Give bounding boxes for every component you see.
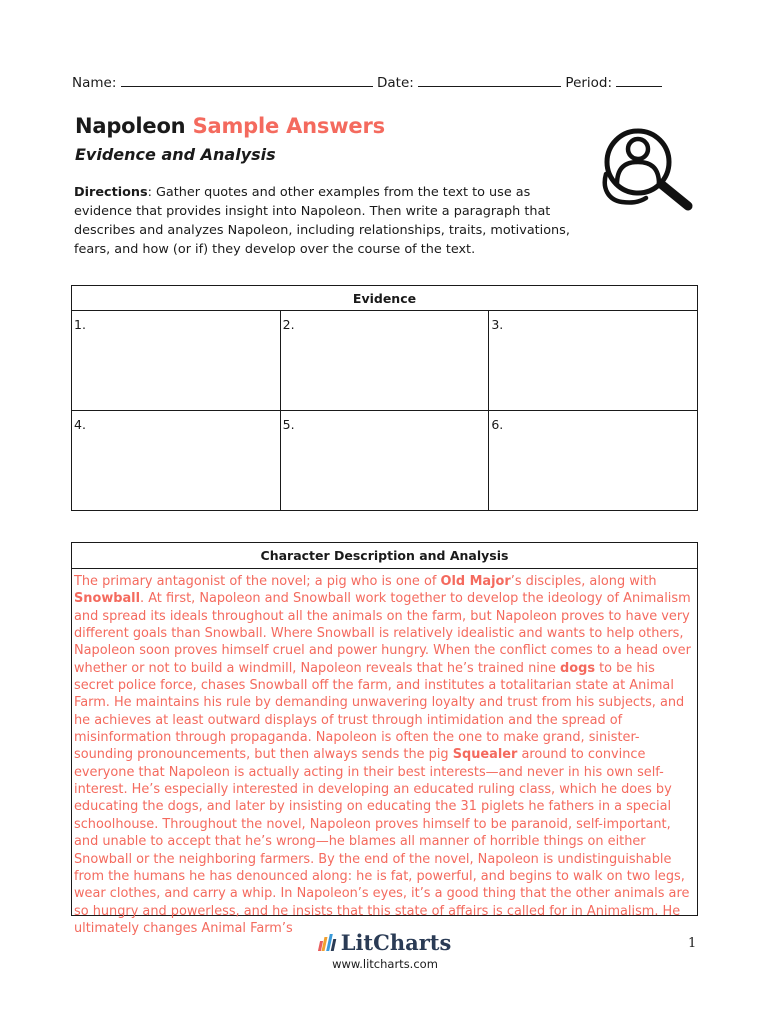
evidence-heading: Evidence — [72, 286, 698, 311]
litcharts-logo — [310, 928, 460, 956]
analysis-table — [71, 542, 698, 936]
analysis-heading: Character Description and Analysis — [72, 543, 698, 569]
page-number: 1 — [688, 936, 697, 951]
directions — [74, 183, 584, 259]
evidence-cell-5[interactable]: 5. — [280, 411, 489, 511]
period-field[interactable] — [616, 74, 662, 87]
page-subtitle: Evidence and Analysis — [75, 145, 276, 164]
evidence-cell-1[interactable]: 1. — [72, 311, 281, 411]
date-field[interactable] — [418, 74, 561, 87]
character-squealer: Squealer — [452, 747, 518, 763]
logo-bars-icon — [319, 933, 337, 951]
name-field[interactable] — [121, 74, 373, 87]
logo-bar — [331, 939, 337, 951]
analysis-text — [74, 573, 695, 936]
analysis-segment: . At first, Napoleon and Snowball work together to develop the ideology of Animalism and spread its ideals throughout all the animals on the farm, but Napoleon proves to have very different goals than Snowball. Where Snowball is relatively idealistic and wants to help others, Napoleon soon proves himself cruel and power hungry. When the conflict comes to a head over whether or not to build a windmill, Napoleon reveals that he’s trained nine — [74, 591, 691, 676]
title-accent: Sample Answers — [192, 114, 385, 138]
symbol-dogs: dogs — [560, 660, 596, 676]
directions-label: Directions — [74, 185, 148, 200]
evidence-cell-3[interactable]: 3. — [489, 311, 698, 411]
period-label: Period: — [565, 75, 613, 91]
analysis-segment: around to convince everyone that Napoleon is actually acting in their best interests—and never in his own self-interest. He’s especially interested in developing an educated ruling class, which he does by educating the dogs, and later by insisting on educating the 31 piglets he fathers in a special schoolhouse. Throughout the novel, Napoleon proves himself to be paranoid, self-important, and unable to accept that he’s wrong—he blames all manner of horrible things on either Snowball or the neighboring farmers. By the end of the novel, Napoleon is undistinguishable from the humans he has denounced along: he is fat, powerful, and begins to walk on two legs, wear clothes, and carry a whip. In Napoleon’s eyes, it’s a good thing that the other animals are so hungry and powerless, and he insists that this state of affairs is called for in Animalism. He ultimately changes Animal Farm’s — [74, 747, 690, 936]
evidence-cell-6[interactable]: 6. — [489, 411, 698, 511]
character-snowball: Snowball — [74, 591, 140, 607]
analysis-cell[interactable] — [72, 569, 698, 936]
evidence-table — [71, 285, 698, 511]
footer-url[interactable]: www.litcharts.com — [332, 957, 438, 971]
character-old-major: Old Major — [440, 574, 511, 589]
brand-name: LitCharts — [340, 929, 452, 955]
analysis-segment: ’s disciples, along with — [510, 574, 657, 589]
analysis-segment: The primary antagonist of the novel; a pig who is one of — [74, 574, 441, 589]
magnifying-glass-person-icon — [600, 124, 694, 210]
date-label: Date: — [376, 75, 414, 91]
evidence-cell-2[interactable]: 2. — [280, 311, 489, 411]
name-label: Name: — [72, 75, 117, 91]
analysis-segment: to be his secret police force, chases Snowball off the farm, and institutes a totalitarian state at Animal Farm. He maintains his rule by demanding unwavering loyalty and trust from his subjects, and he achieves at least outward displays of trust through intimidation and the spread of misinformation through propaganda. Napoleon is often the one to make grand, sinister-sounding pronouncements, but then always sends the pig — [74, 660, 685, 763]
title-main: Napoleon — [75, 114, 186, 138]
student-info-line — [72, 74, 672, 91]
directions-text: : Gather quotes and other examples from the text to use as evidence that provides insight into Napoleon. Then write a paragraph that describes and analyzes Napoleon, including relationships, traits, motivations, fears, and how (or if) they develop over the course of the text. — [74, 185, 570, 257]
evidence-cell-4[interactable]: 4. — [72, 411, 281, 511]
page-title — [75, 114, 385, 138]
